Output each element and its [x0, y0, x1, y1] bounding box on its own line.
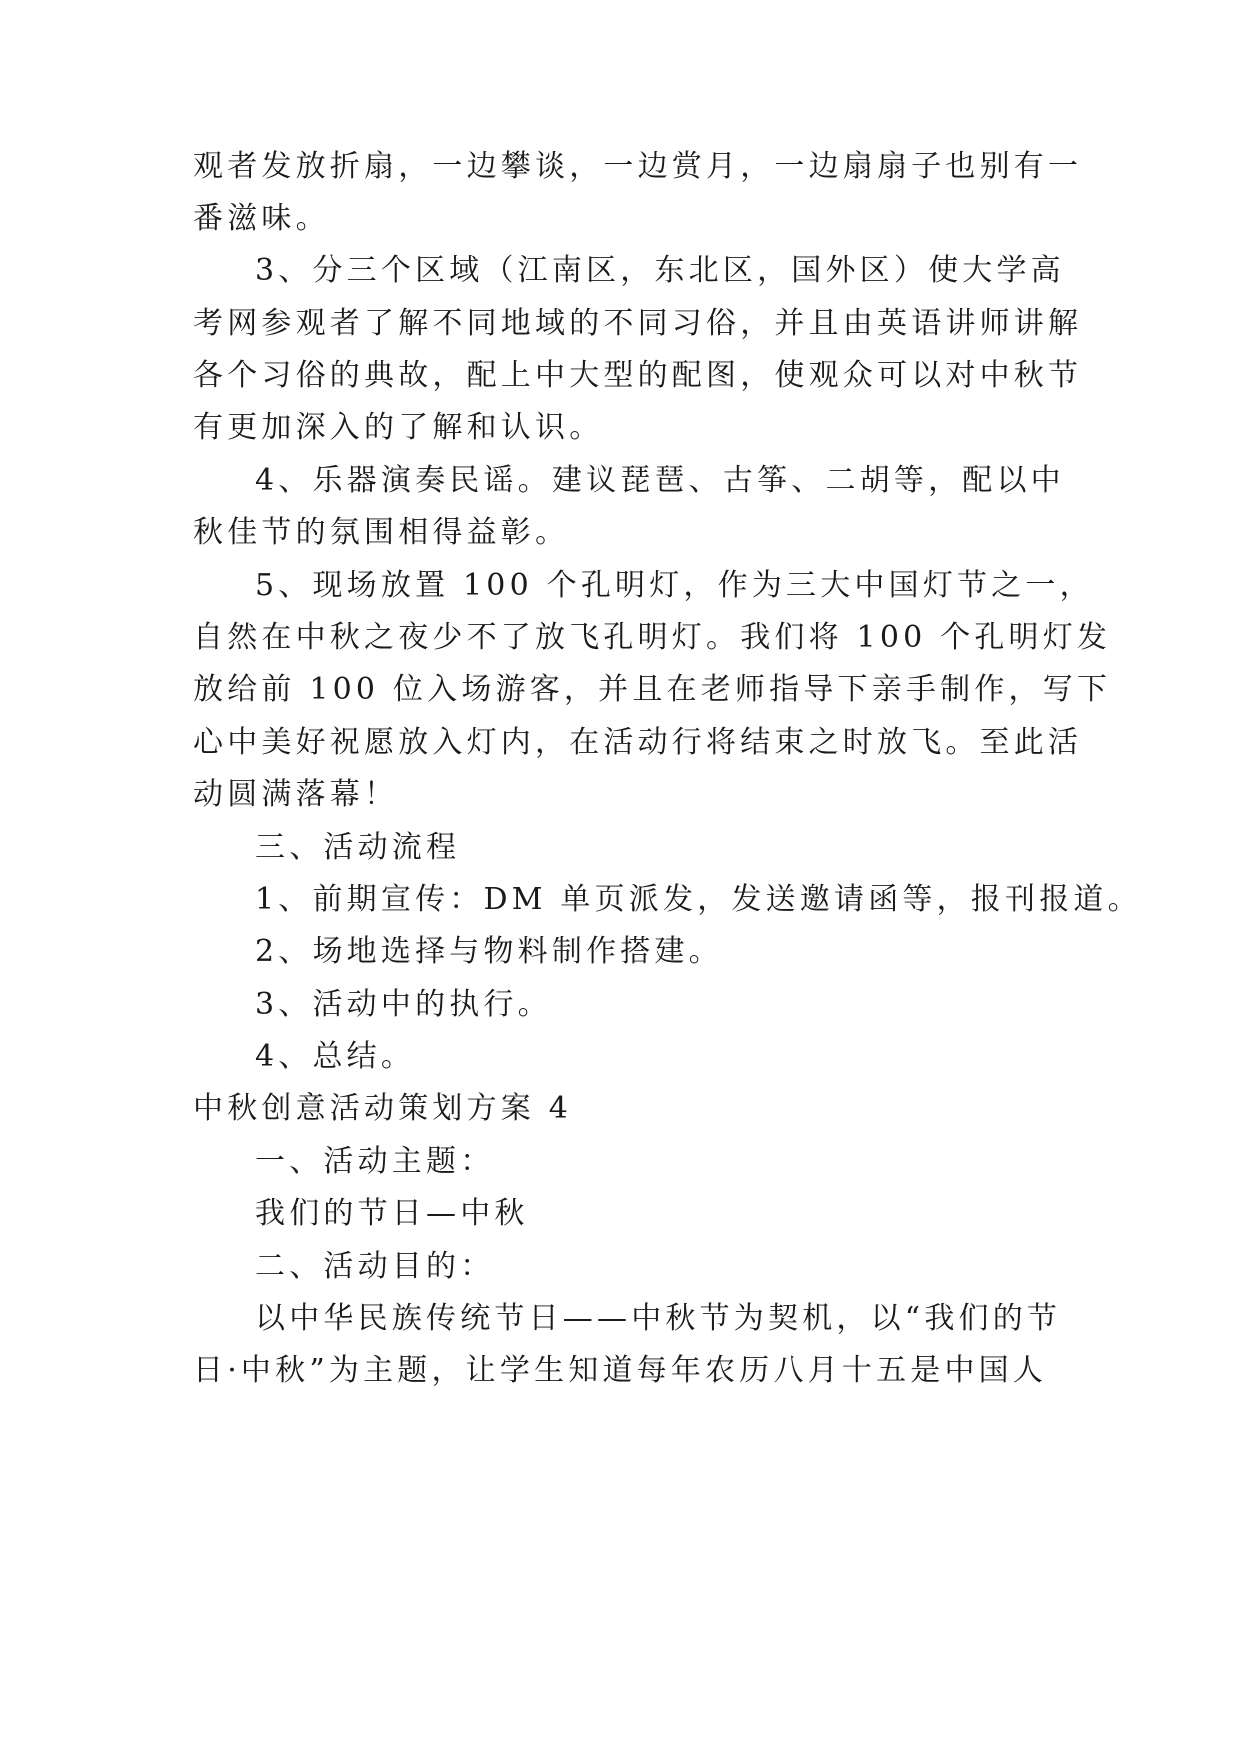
- body-line: 番滋味。: [193, 201, 330, 236]
- document-title: 中秋创意活动策划方案 4: [193, 1091, 573, 1126]
- list-item: 1、前期宣传：DM 单页派发，发送邀请函等，报刊报道。: [255, 882, 1142, 917]
- body-line: 自然在中秋之夜少不了放飞孔明灯。我们将 100 个孔明灯发: [193, 620, 1112, 655]
- body-line: 考网参观者了解不同地域的不同习俗，并且由英语讲师讲解: [193, 306, 1083, 341]
- body-line: 各个习俗的典故，配上中大型的配图，使观众可以对中秋节: [193, 358, 1083, 393]
- body-line: 日·中秋”为主题，让学生知道每年农历八月十五是中国人: [193, 1353, 1048, 1388]
- list-item: 4、总结。: [255, 1039, 416, 1074]
- section-heading: 一、活动主题：: [255, 1144, 495, 1179]
- body-line: 4、乐器演奏民谣。建议琵琶、古筝、二胡等，配以中: [255, 463, 1065, 498]
- section-heading: 二、活动目的：: [255, 1249, 495, 1284]
- body-line: 心中美好祝愿放入灯内，在活动行将结束之时放飞。至此活: [193, 725, 1083, 760]
- body-line: 秋佳节的氛围相得益彰。: [193, 515, 570, 550]
- body-line: 有更加深入的了解和认识。: [193, 410, 604, 445]
- body-line: 放给前 100 位入场游客，并且在老师指导下亲手制作，写下: [193, 672, 1112, 707]
- body-line: 3、分三个区域（江南区，东北区，国外区）使大学高: [255, 253, 1065, 288]
- section-heading: 三、活动流程: [255, 830, 461, 865]
- body-line: 以中华民族传统节日——中秋节为契机，以“我们的节: [255, 1301, 1062, 1336]
- list-item: 3、活动中的执行。: [255, 987, 552, 1022]
- body-line: 我们的节日—中秋: [255, 1196, 529, 1231]
- body-line: 5、现场放置 100 个孔明灯，作为三大中国灯节之一，: [255, 568, 1094, 603]
- list-item: 2、场地选择与物料制作搭建。: [255, 934, 723, 969]
- body-line: 观者发放折扇，一边攀谈，一边赏月，一边扇扇子也别有一: [193, 149, 1083, 184]
- body-line: 动圆满落幕！: [193, 777, 399, 812]
